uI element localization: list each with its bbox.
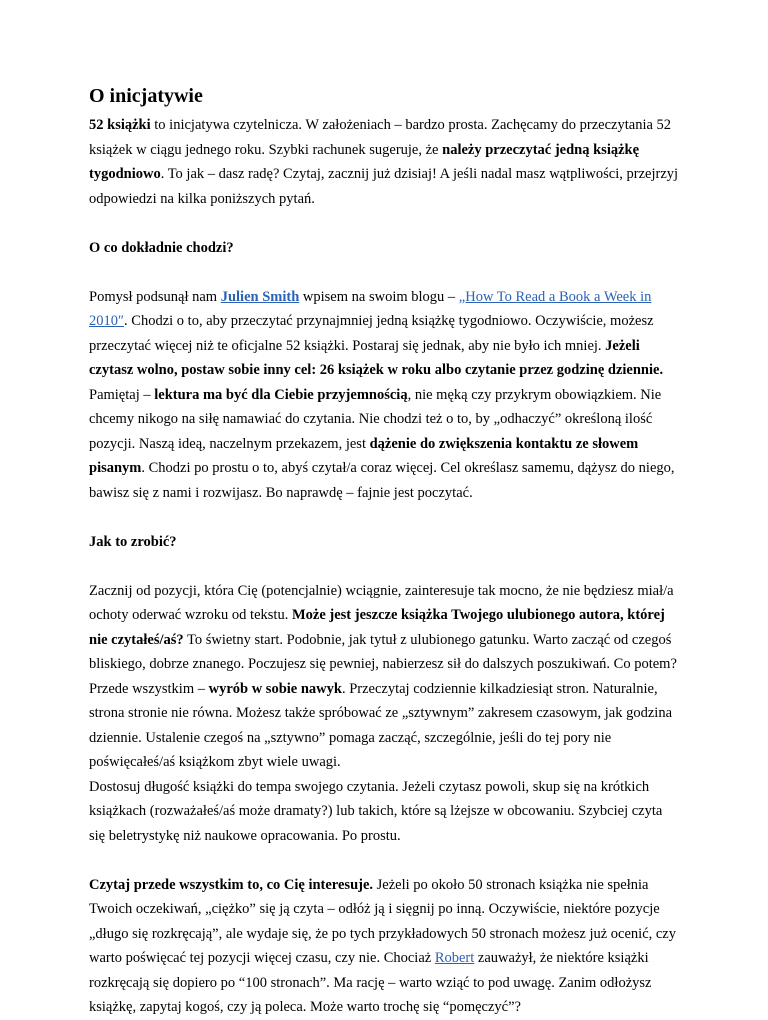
page-title: O inicjatywie (89, 85, 203, 107)
section-heading-how: Jak to zrobić? (89, 533, 177, 550)
section-what-paragraph: Pomysł podsunął nam Julien Smith wpisem na swoim blogu – „How To Read a Book a Week in 2010″. Chodzi o to, aby przeczytać przynajmniej jedną książkę tygodniowo. Oczywiście, możesz przeczytać więcej niż te oficjalne 52 książki. Postaraj się jednak, aby nie było ich mniej. Jeżeli czytasz wolno, postaw sobie inny cel: 26 książek w roku albo czytanie przez godzinę dziennie. Pamiętaj – lektura ma być dla Ciebie przyjemnością, nie męką czy przykrym obowiązkiem. Nie chcemy nikogo na siłę namawiać do czytania. Nie chodzi też o to, by „odhaczyć” określoną ilość pozycji. Naszą ideą, naczelnym przekazem, jest dążenie do zwiększenia kontaktu ze słowem pisanym. Chodzi po prostu o to, abyś czytał/a coraz więcej. Cel określasz samemu, dążysz do niego, bawisz się z nami i rozwijasz. Bo naprawdę – fajnie jest poczytać. (89, 288, 675, 501)
interest-tip: Czytaj przede wszystkim to, co Cię interesuje. (89, 876, 374, 893)
slow-reader-tip: Jeżeli czytasz wolno, postaw sobie inny cel: 26 książek w roku albo czytanie przez godzinę dziennie. (89, 337, 664, 378)
favorite-author-tip: Może jest jeszcze książka Twojego ulubionego autora, której nie czytałeś/aś? (89, 607, 665, 648)
section-how-paragraph-2: Dostosuj długość książki do tempa swojego czytania. Jeżeli czytasz powoli, skup się na krótkich książkach (rozważałeś/aś może dramaty?) lub takich, które są lżejsze w obcowaniu. Szybciej czyta się beletrystykę niż naukowe opracowania. Po prostu. (89, 778, 663, 844)
section-interest-paragraph: Czytaj przede wszystkim to, co Cię interesuje. Jeżeli po około 50 stronach książka nie spełnia Twoich oczekiwań, „ciężko” się ją czyta – odłóż ją i sięgnij po inną. Oczywiście, niektóre pozycje „długo się rozkręcają”, ale wydaje się, że po tych przykładowych 50 stronach możesz już ocenić, czy warto poświęcać tej pozycji więcej czasu, czy nie. Chociaż Robert zauważył, że niektóre książki rozkręcają się dopiero po “100 stronach”. Ma rację – warto wziąć to pod uwagę. Zanim odłożysz książkę, zapytaj kogoś, czy ją poleca. Może warto trochę się “pomęczyć”? (89, 876, 676, 1015)
section-how-paragraph: Zacznij od pozycji, która Cię (potencjalnie) wciągnie, zainteresuje tak mocno, że nie będziesz miał/a ochoty oderwać wzroku od tekstu. Może jest jeszcze książka Twojego ulubionego autora, której nie czytałeś/aś? To świetny start. Podobnie, jak tytuł z ulubionego gatunku. Warto zacząć od czegoś bliskiego, dobrze znanego. Poczujesz się pewniej, nabierzesz sił do dalszych poszukiwań. Co potem? Przede wszystkim – wyrób w sobie nawyk. Przeczytaj codziennie kilkadziesiąt stron. Naturalnie, strona stronie nie równa. Możesz także spróbować ze „sztywnym” zakresem czasowym, jak godzina dziennie. Ustalenie czegoś na „sztywno” pomaga zacząć, szczególnie, jeśli do tej pory nie poświęcałeś/aś książkom zbyt wiele uwagi. (89, 582, 677, 770)
intro-paragraph: 52 książki to inicjatywa czytelnicza. W założeniach – bardzo prosta. Zachęcamy do przeczytania 52 książek w ciągu jednego roku. Szybki rachunek sugeruje, że należy przeczytać jedną książkę tygodniowo. To jak – dasz radę? Czytaj, zacznij już dzisiaj! A jeśli nadal masz wątpliwości, przejrzyj odpowiedzi na kilka poniższych pytań. (89, 117, 679, 207)
intro-bold-name: 52 książki (89, 117, 151, 133)
pleasure-note: lektura ma być dla Ciebie przyjemnością (154, 386, 408, 403)
julien-smith-link[interactable]: Julien Smith (220, 288, 300, 305)
main-idea: dążenie do zwiększenia kontaktu ze słowem pisanym (89, 435, 639, 476)
blog-post-link[interactable]: „How To Read a Book a Week in 2010″ (89, 288, 652, 329)
intro-bold-claim: należy przeczytać jedną książkę tygodniowo (89, 141, 640, 182)
section-heading-what: O co dokładnie chodzi? (89, 239, 234, 256)
habit-tip: wyrób w sobie nawyk (208, 680, 342, 697)
robert-link[interactable]: Robert (434, 950, 475, 966)
